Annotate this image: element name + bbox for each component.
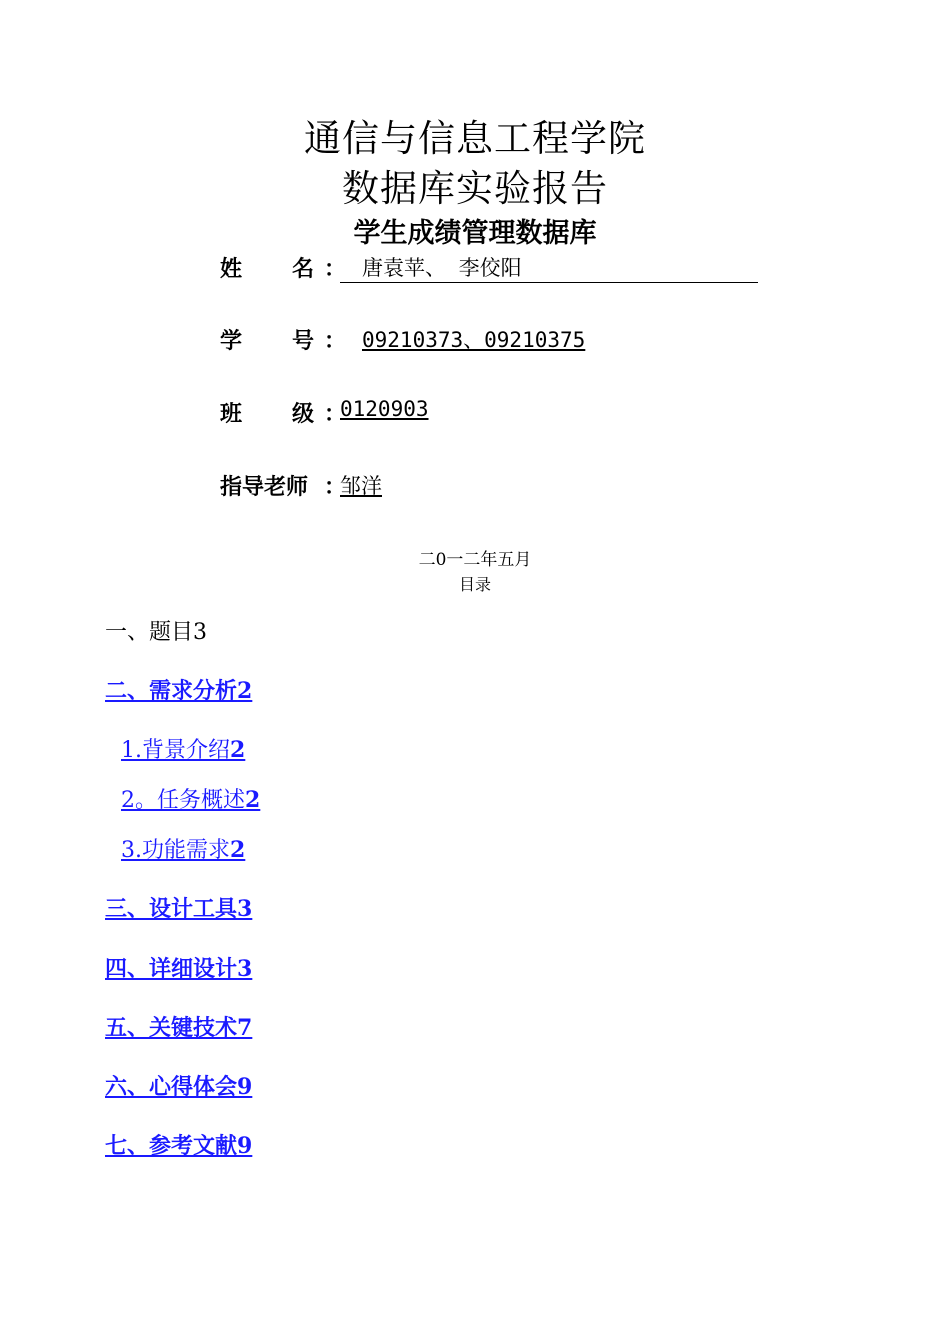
toc-item-text: 3.功能需求 — [121, 838, 230, 863]
toc-item-text: 1.背景介绍 — [121, 738, 230, 763]
class-label-1: 班 — [220, 402, 243, 427]
teacher-colon: ： — [324, 475, 347, 500]
toc-item-topic — [105, 615, 207, 646]
toc-item-text: 二、需求分析 — [105, 678, 238, 704]
toc-link-key-techniques[interactable] — [105, 1011, 252, 1042]
class-colon: ： — [324, 402, 347, 427]
toc-page-number: 9 — [237, 1074, 253, 1100]
toc-link-references[interactable] — [105, 1129, 252, 1160]
teacher-value: 邹洋 — [340, 474, 382, 498]
id-label-1: 学 — [220, 329, 243, 354]
toc-page-number: 2 — [237, 678, 253, 704]
toc-page-number: 2 — [245, 787, 261, 813]
toc-page-number: 7 — [237, 1015, 253, 1041]
id-label-2: 号 — [292, 329, 315, 354]
toc-title: 目录 — [458, 575, 491, 594]
toc-page-number: 9 — [237, 1133, 253, 1159]
id-colon: ： — [324, 329, 347, 354]
name-value: 唐袁苹、 李佼阳 — [340, 252, 758, 283]
toc-link-task-overview[interactable] — [121, 783, 260, 814]
toc-link-detailed-design[interactable] — [105, 952, 252, 983]
toc-page-number: 3 — [193, 620, 208, 645]
report-title: 数据库实验报告 — [342, 167, 608, 210]
report-subject: 学生成绩管理数据库 — [353, 218, 597, 249]
toc-link-design-tools[interactable] — [105, 892, 252, 923]
toc-page-number: 3 — [237, 896, 253, 922]
toc-item-text: 2。任务概述 — [121, 788, 245, 813]
toc-page-number: 2 — [230, 737, 246, 763]
report-date: 二0一二年五月 — [418, 550, 532, 570]
toc-link-background[interactable] — [121, 733, 245, 764]
toc-link-requirements[interactable] — [105, 674, 252, 705]
class-label-2: 级 — [292, 402, 315, 427]
toc-item-text: 三、设计工具 — [105, 896, 238, 922]
school-name: 通信与信息工程学院 — [304, 117, 646, 160]
toc-item-text: 五、关键技术 — [105, 1015, 238, 1041]
name-label-2: 名 — [292, 257, 315, 282]
toc-item-text: 六、心得体会 — [105, 1074, 238, 1100]
name-label-1: 姓 — [220, 257, 243, 282]
toc-item-text: 四、详细设计 — [105, 956, 238, 982]
student-id-value: 09210373、09210375 — [362, 328, 586, 352]
toc-item-text: 一、题目 — [105, 620, 194, 645]
toc-page-number: 3 — [237, 956, 253, 982]
toc-page-number: 2 — [230, 837, 246, 863]
teacher-label: 指导老师 — [220, 475, 309, 500]
toc-link-functional-requirements[interactable] — [121, 833, 245, 864]
toc-item-text: 七、参考文献 — [105, 1133, 238, 1159]
toc-link-reflections[interactable] — [105, 1070, 252, 1101]
class-value: 0120903 — [340, 397, 429, 421]
name-colon: ： — [324, 257, 347, 282]
